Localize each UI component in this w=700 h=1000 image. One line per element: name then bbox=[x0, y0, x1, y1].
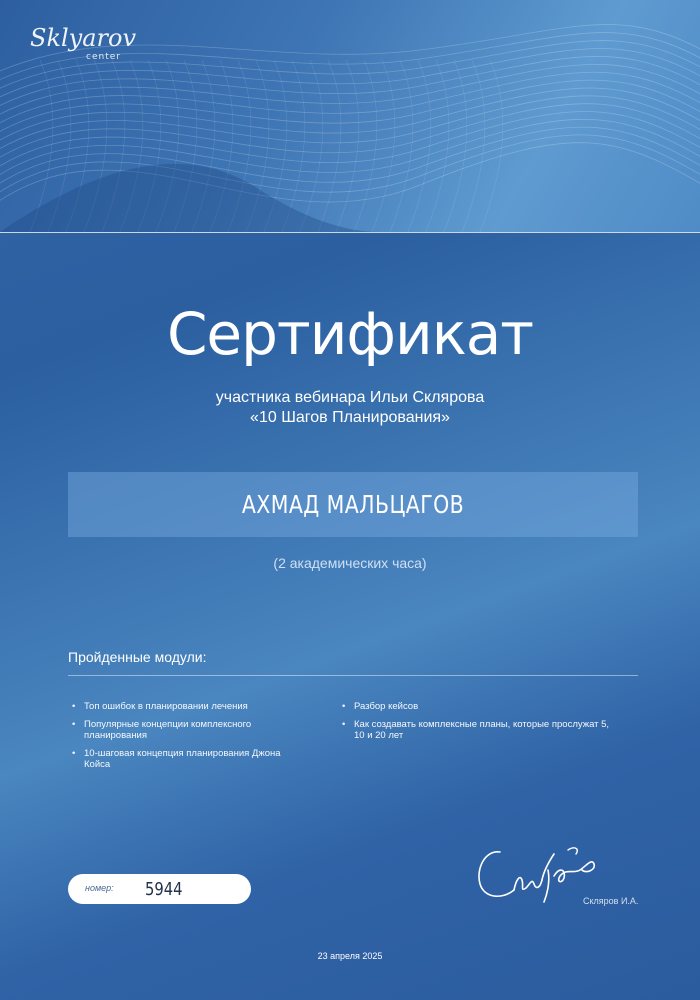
recipient-name: АХМАД МАЛЬЦАГОВ bbox=[241, 490, 465, 519]
certificate-number-badge bbox=[68, 874, 251, 904]
bullet-icon: • bbox=[342, 719, 346, 730]
logo-subtext: center bbox=[86, 52, 121, 62]
module-item: • Разбор кейсов bbox=[342, 701, 419, 712]
header-wave-banner bbox=[0, 0, 700, 232]
module-item: • Топ ошибок в планировании лечения bbox=[72, 701, 248, 712]
number-label: номер: bbox=[85, 883, 114, 893]
certificate-title: Сертификат bbox=[166, 300, 534, 368]
issue-date: 23 апреля 2025 bbox=[317, 951, 383, 961]
header-divider bbox=[0, 232, 700, 233]
modules-list-right bbox=[342, 701, 612, 748]
academic-hours: (2 академических часа) bbox=[273, 555, 427, 571]
bullet-icon: • bbox=[72, 748, 76, 759]
logo bbox=[30, 24, 140, 72]
subtitle-line-1: участника вебинара Ильи Склярова bbox=[215, 389, 485, 406]
bullet-icon: • bbox=[72, 719, 76, 730]
signer-name: Скляров И.А. bbox=[583, 896, 639, 906]
module-item: • Популярные концепции комплексного планирования bbox=[72, 719, 252, 741]
bullet-icon: • bbox=[72, 701, 76, 712]
subtitle-line-2: «10 Шагов Планирования» bbox=[250, 409, 450, 426]
modules-heading: Пройденные модули: bbox=[68, 649, 207, 665]
number-value: 5944 bbox=[145, 879, 183, 900]
modules-divider bbox=[68, 675, 638, 676]
module-item: • Как создавать комплексные планы, которые прослужат 5, 10 и 20 лет bbox=[342, 719, 610, 741]
recipient-name-band bbox=[68, 472, 638, 537]
certificate-subtitle bbox=[0, 388, 700, 428]
modules-list-left bbox=[72, 701, 292, 777]
module-item: • 10-шаговая концепция планирования Джона Койса bbox=[72, 748, 281, 770]
logo-script: Sklyarov bbox=[30, 24, 137, 52]
bullet-icon: • bbox=[342, 701, 346, 712]
